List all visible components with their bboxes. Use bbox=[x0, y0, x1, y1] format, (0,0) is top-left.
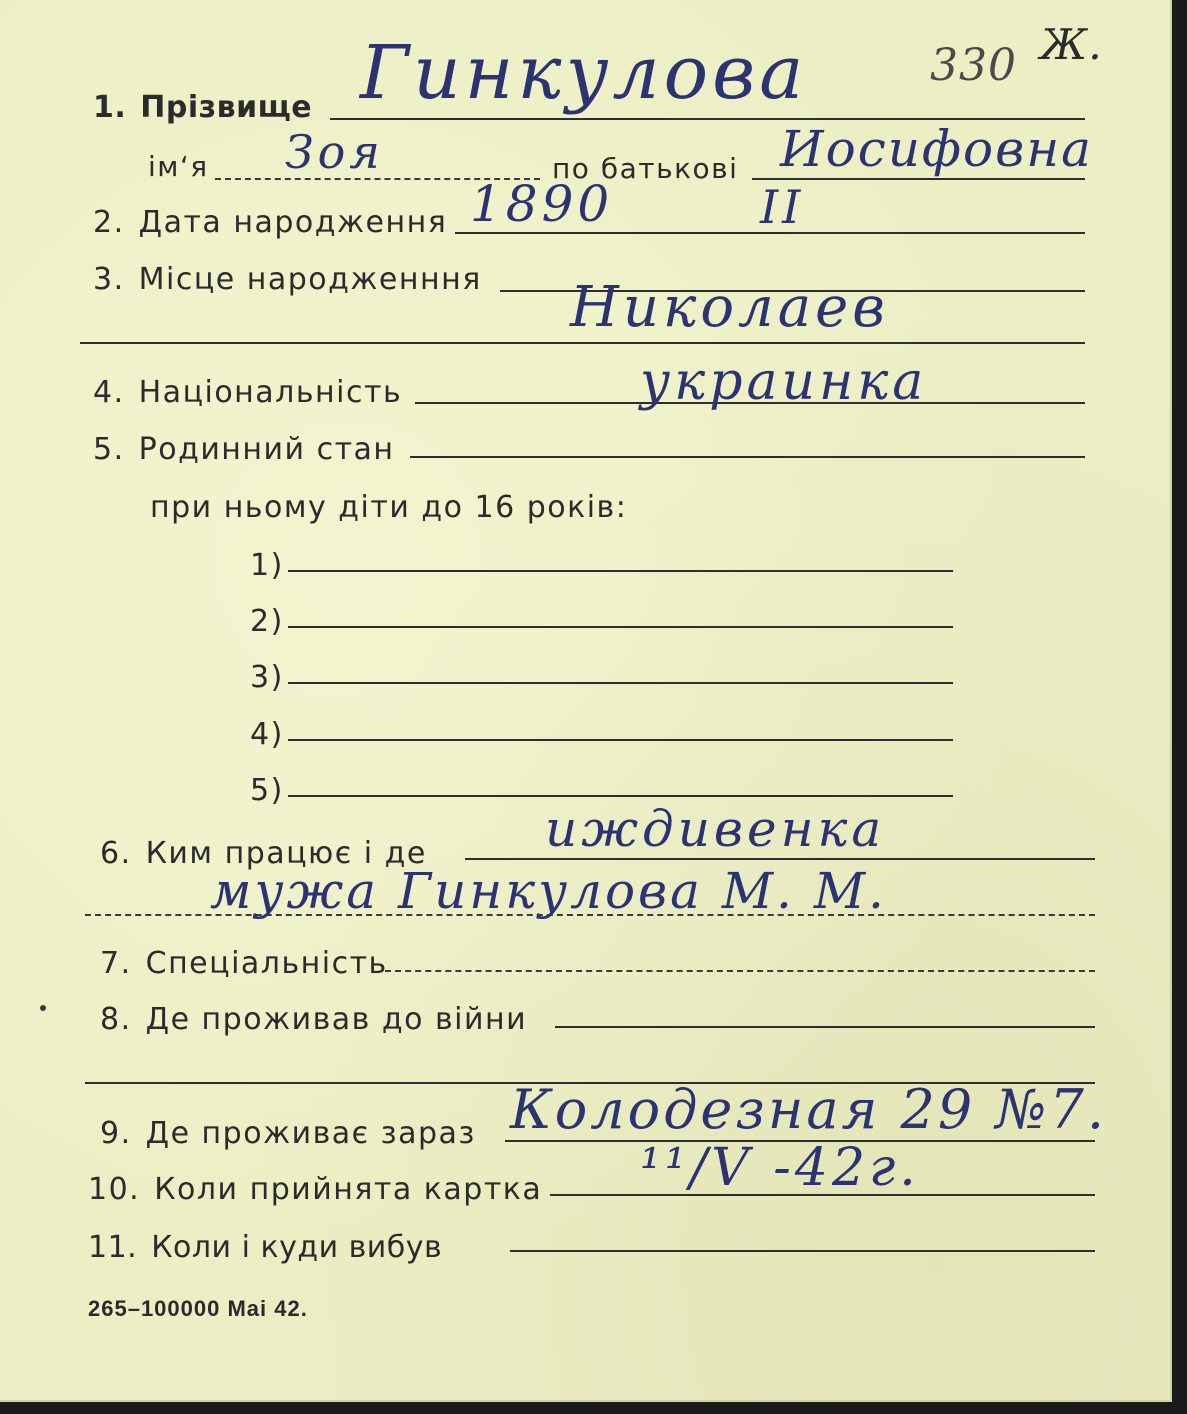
field-number: 7. bbox=[100, 946, 132, 981]
print-run-footer: 265–100000 Mai 42. bbox=[88, 1296, 308, 1321]
field-marital-label bbox=[93, 432, 395, 467]
field-label: Ким працює і де bbox=[145, 836, 427, 871]
field-number: 11. bbox=[88, 1230, 138, 1265]
field-number: 3. bbox=[93, 262, 125, 297]
child-line-4 bbox=[288, 739, 953, 741]
field-number: 4. bbox=[93, 375, 125, 410]
field-number: 8. bbox=[100, 1002, 132, 1037]
children-label: при ньому діти до 16 років: bbox=[150, 490, 628, 525]
child-item-2: 2) bbox=[250, 604, 284, 639]
archive-mark: 330 bbox=[930, 40, 1017, 91]
field-name-label: ім‘я bbox=[148, 150, 209, 183]
field-label: Національність bbox=[138, 375, 403, 410]
field-label: Коли і куди вибув bbox=[151, 1230, 443, 1265]
field-number: 10. bbox=[88, 1172, 141, 1207]
field-number: 5. bbox=[93, 432, 125, 467]
child-item-3: 3) bbox=[250, 660, 284, 695]
child-item-1: 1) bbox=[250, 548, 284, 583]
field-patronymic-label: по батькові bbox=[552, 152, 739, 185]
field-birthplace-label bbox=[93, 262, 482, 297]
field-number: 6. bbox=[100, 836, 132, 871]
occupation-value-2: мужа Гинкулова М. М. bbox=[210, 862, 887, 920]
current-residence-value: Колодезная 29 №7. bbox=[510, 1078, 1108, 1141]
archive-mark-suffix: Ж. bbox=[1040, 20, 1103, 69]
field-prewar-label bbox=[100, 1002, 527, 1037]
field-surname-label bbox=[93, 90, 312, 125]
birthdate-month: II bbox=[760, 180, 805, 234]
field-label: Спеціальність bbox=[145, 946, 388, 981]
specialty-line bbox=[385, 970, 1095, 972]
child-line-3 bbox=[288, 682, 953, 684]
child-line-2 bbox=[288, 626, 953, 628]
field-number: 9. bbox=[100, 1116, 132, 1151]
occupation-value: иждивенка bbox=[545, 800, 886, 858]
surname-value: Гинкулова bbox=[360, 30, 808, 116]
child-line-5 bbox=[288, 795, 953, 797]
field-label: Де проживав до війни bbox=[145, 1002, 528, 1037]
departed-line bbox=[510, 1250, 1095, 1252]
prewar-line bbox=[555, 1026, 1095, 1028]
field-specialty-label bbox=[100, 946, 388, 981]
field-label: Прізвище bbox=[140, 90, 313, 125]
field-birthdate-label bbox=[93, 205, 447, 240]
patronymic-value: Иосифовна bbox=[780, 120, 1093, 178]
field-card-accepted-label bbox=[88, 1172, 542, 1207]
birthplace-line-2 bbox=[80, 342, 1085, 344]
field-nationality-label bbox=[93, 375, 402, 410]
ink-speck bbox=[40, 1005, 46, 1011]
child-line-1 bbox=[288, 570, 953, 572]
occupation-line bbox=[465, 858, 1095, 860]
child-item-5: 5) bbox=[250, 773, 284, 808]
name-value: Зоя bbox=[285, 125, 384, 179]
birthdate-value: 1890 bbox=[470, 175, 614, 233]
field-label: Місце народженння bbox=[138, 262, 482, 297]
field-label: Де проживає зараз bbox=[145, 1116, 476, 1151]
field-number: 1. bbox=[93, 90, 127, 125]
child-item-4: 4) bbox=[250, 717, 284, 752]
field-current-residence-label bbox=[100, 1116, 476, 1151]
field-number: 2. bbox=[93, 205, 125, 240]
field-label: Родинний стан bbox=[138, 432, 395, 467]
marital-line bbox=[410, 456, 1085, 458]
field-departed-label bbox=[88, 1230, 442, 1265]
field-label: Дата народження bbox=[138, 205, 448, 240]
field-label: Коли прийнята картка bbox=[154, 1172, 543, 1207]
nationality-value: украинка bbox=[640, 352, 928, 412]
card-accepted-value: ¹¹/V -42г. bbox=[640, 1138, 920, 1198]
birthplace-value: Николаев bbox=[570, 275, 889, 340]
